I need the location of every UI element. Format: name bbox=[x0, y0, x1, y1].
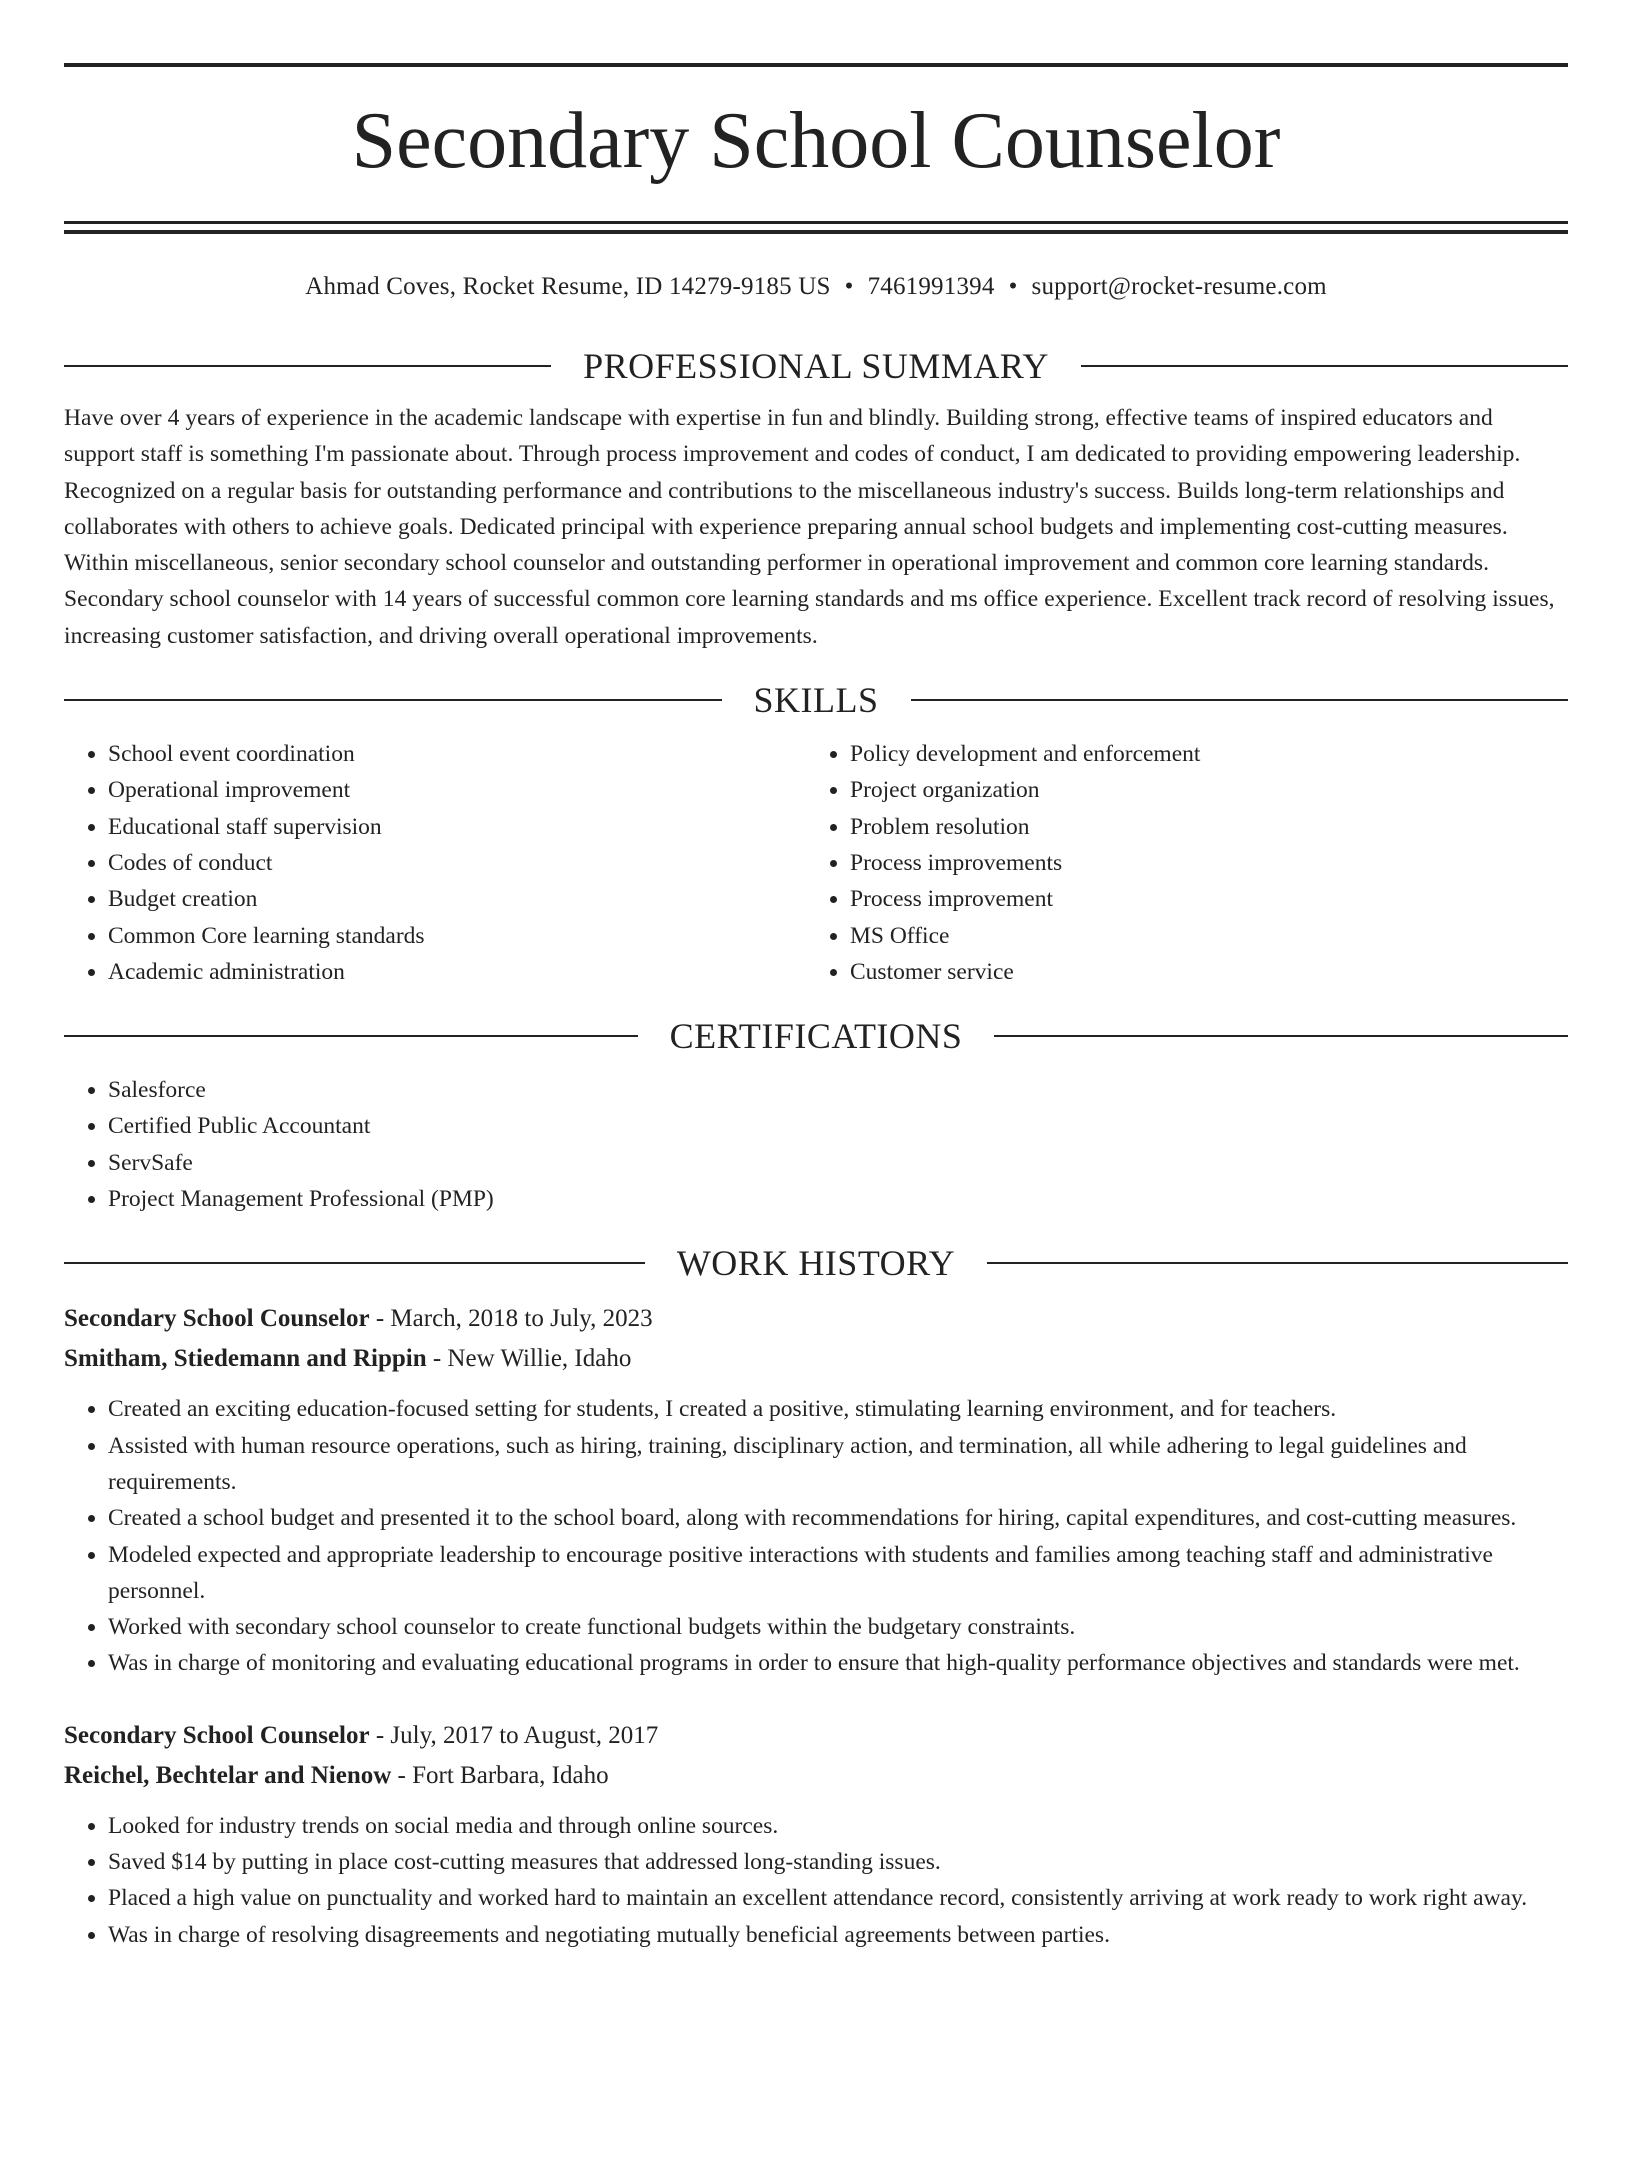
divider bbox=[994, 1035, 1568, 1037]
job-location: - Fort Barbara, Idaho bbox=[391, 1761, 609, 1789]
skills-column-left bbox=[64, 736, 806, 990]
divider bbox=[911, 699, 1569, 701]
section-title: SKILLS bbox=[753, 680, 879, 721]
job-bullet: • Was in charge of resolving disagreements and negotiating mutually beneficial agreements between parties. bbox=[108, 1917, 1568, 1953]
certification-item: • ServSafe bbox=[108, 1145, 1568, 1181]
skill-item: • Customer service bbox=[850, 954, 1548, 990]
skill-item: • Common Core learning standards bbox=[108, 918, 806, 954]
job-title-line bbox=[64, 1716, 1568, 1756]
page-title: Secondary School Counselor bbox=[351, 97, 1281, 185]
skill-item: • Operational improvement bbox=[108, 772, 806, 808]
job-bullets bbox=[64, 1391, 1568, 1681]
job-company-line bbox=[64, 1339, 1568, 1379]
job-company: Smitham, Stiedemann and Rippin bbox=[64, 1345, 427, 1373]
skill-item: • MS Office bbox=[850, 918, 1548, 954]
contact-separator: • bbox=[1008, 273, 1018, 300]
certification-item: • Salesforce bbox=[108, 1072, 1568, 1108]
divider bbox=[64, 699, 722, 701]
certifications-list bbox=[64, 1072, 1568, 1217]
job-bullet: • Created an exciting education-focused setting for students, I created a positive, stimulating learning environment, and for teachers. bbox=[108, 1391, 1568, 1427]
section-header-skills bbox=[64, 678, 1568, 722]
section-header-summary bbox=[64, 344, 1568, 388]
job-bullet: • Saved $14 by putting in place cost-cutting measures that addressed long-standing issues. bbox=[108, 1844, 1568, 1880]
job-location: - New Willie, Idaho bbox=[426, 1345, 632, 1373]
contact-phone: 7461991394 bbox=[867, 273, 995, 300]
job-bullet: • Looked for industry trends on social media and through online sources. bbox=[108, 1808, 1568, 1844]
job-dates: - March, 2018 to July, 2023 bbox=[369, 1305, 653, 1333]
skill-item: • Problem resolution bbox=[850, 809, 1548, 845]
title-double-rule bbox=[64, 221, 1568, 234]
skill-item: • Process improvements bbox=[850, 845, 1548, 881]
skills-list bbox=[64, 736, 1568, 990]
skill-item: • Educational staff supervision bbox=[108, 809, 806, 845]
job-title: Secondary School Counselor bbox=[64, 1305, 370, 1333]
section-title: CERTIFICATIONS bbox=[669, 1016, 963, 1057]
summary-text: Have over 4 years of experience in the academic landscape with expertise in fun and blindly. Building strong, effective teams of inspired educators and support staff is something I'm passionate about. Through process improvement and codes of conduct, I am dedicated to providing empowering leadership. Recognized on a regular basis for outstanding performance and contributions to the miscellaneous industry's success. Builds long-term relationships and collaborates with others to achieve goals. Dedicated principal with experience preparing annual school budgets and implementing cost-cutting measures. Within miscellaneous, senior secondary school counselor and outstanding performer in operational improvement and common core learning standards. Secondary school counselor with 14 years of successful common core learning standards and ms office experience. Excellent track record of resolving issues, increasing customer satisfaction, and driving overall operational improvements. bbox=[64, 405, 1555, 649]
certification-item: • Certified Public Accountant bbox=[108, 1108, 1568, 1144]
section-title: WORK HISTORY bbox=[676, 1243, 956, 1284]
skill-item: • Academic administration bbox=[108, 954, 806, 990]
contact-address: Ahmad Coves, Rocket Resume, ID 14279-9185 US bbox=[305, 273, 831, 300]
job-title-line bbox=[64, 1299, 1568, 1339]
job-bullet: • Assisted with human resource operations, such as hiring, training, disciplinary action, and termination, all while adhering to legal guidelines and requirements. bbox=[108, 1428, 1568, 1501]
job-bullet: • Created a school budget and presented it to the school board, along with recommendations for hiring, capital expenditures, and cost-cutting measures. bbox=[108, 1500, 1568, 1536]
job-bullet: • Was in charge of monitoring and evaluating educational programs in order to ensure that high-quality performance objectives and standards were met. bbox=[108, 1645, 1568, 1681]
job-company: Reichel, Bechtelar and Nienow bbox=[64, 1761, 392, 1789]
divider bbox=[64, 365, 551, 367]
job-bullet: • Worked with secondary school counselor to create functional budgets within the budgetary constraints. bbox=[108, 1609, 1568, 1645]
section-header-work-history bbox=[64, 1241, 1568, 1285]
skill-item: • Codes of conduct bbox=[108, 845, 806, 881]
job-company-line bbox=[64, 1756, 1568, 1796]
job-entry bbox=[64, 1716, 1568, 1953]
job-dates: - July, 2017 to August, 2017 bbox=[369, 1721, 659, 1749]
skill-item: • Project organization bbox=[850, 772, 1548, 808]
skill-item: • Budget creation bbox=[108, 881, 806, 917]
contact-separator: • bbox=[844, 273, 854, 300]
certification-item: • Project Management Professional (PMP) bbox=[108, 1181, 1568, 1217]
contact-email: support@rocket-resume.com bbox=[1031, 273, 1327, 300]
divider bbox=[64, 1035, 638, 1037]
divider bbox=[64, 1262, 645, 1264]
skill-item: • Process improvement bbox=[850, 881, 1548, 917]
skills-column-right bbox=[806, 736, 1548, 990]
skill-item: • Policy development and enforcement bbox=[850, 736, 1548, 772]
job-bullet: • Modeled expected and appropriate leadership to encourage positive interactions with students and families among teaching staff and administrative personnel. bbox=[108, 1537, 1568, 1610]
section-header-certifications bbox=[64, 1014, 1568, 1058]
section-title: PROFESSIONAL SUMMARY bbox=[583, 346, 1049, 386]
divider bbox=[1081, 365, 1568, 367]
resume-page bbox=[0, 63, 1632, 2175]
job-title: Secondary School Counselor bbox=[64, 1721, 370, 1749]
job-bullet: • Placed a high value on punctuality and worked hard to maintain an excellent attendance record, consistently arriving at work ready to work right away. bbox=[108, 1880, 1568, 1916]
job-bullets bbox=[64, 1808, 1568, 1953]
divider bbox=[987, 1262, 1568, 1264]
skill-item: • School event coordination bbox=[108, 736, 806, 772]
job-entry bbox=[64, 1299, 1568, 1681]
contact-line bbox=[64, 270, 1568, 304]
